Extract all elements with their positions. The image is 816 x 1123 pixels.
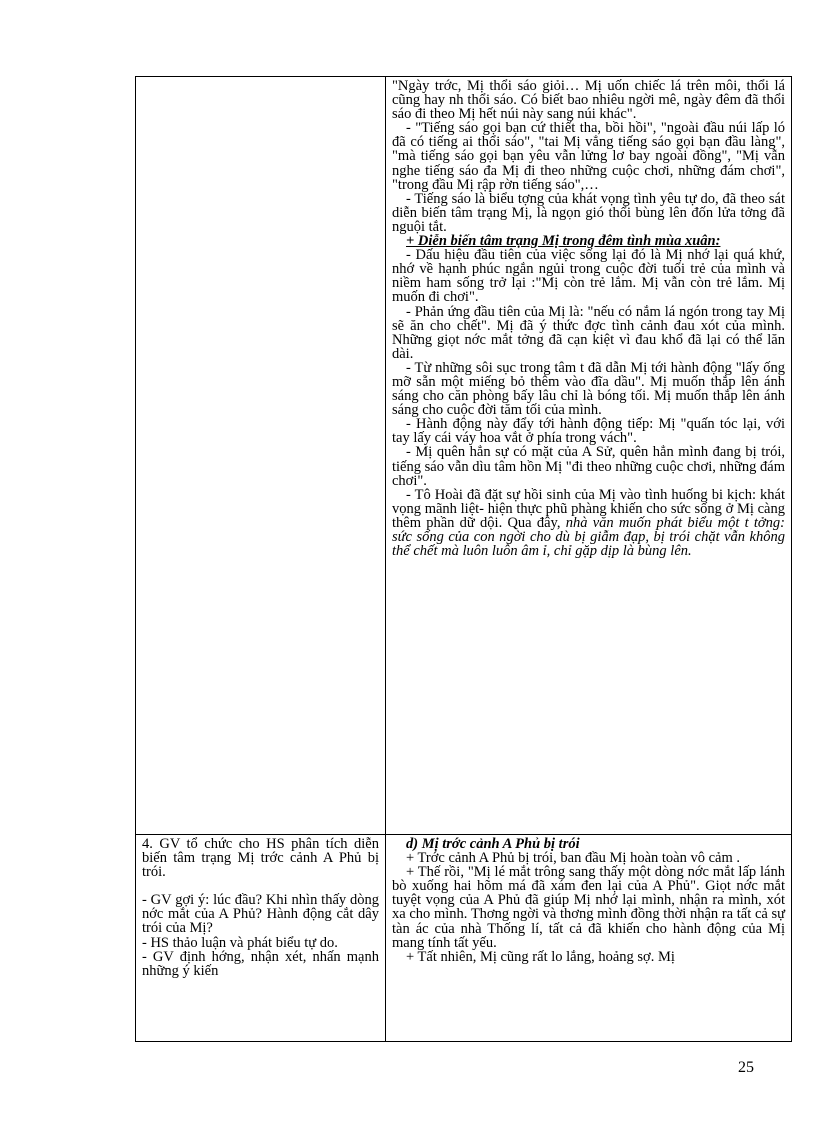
paragraph: - Mị quên hẳn sự có mặt của A Sử, quên hẳn mình đang bị trói, tiếng sáo vẫn dìu tâm hồn Mị "đi theo những cuộc chơi, những đám chơi". (392, 444, 785, 489)
section-heading: d) Mị trớc cảnh A Phủ bị trói (406, 836, 580, 852)
content-cell (386, 77, 792, 835)
paragraph: 4. GV tổ chức cho HS phân tích diễn biến tâm trạng Mị trớc cảnh A Phủ bị trói. (142, 836, 379, 881)
paragraph: + Trớc cảnh A Phủ bị trói, ban đầu Mị hoàn toàn vô cảm . (406, 850, 741, 867)
paragraph: + Tất nhiên, Mị cũng rất lo lắng, hoảng sợ. Mị (406, 948, 675, 965)
table-row (136, 835, 792, 1042)
paragraph: - "Tiếng sáo gọi bạn cứ thiết tha, bồi hồi", "ngoài đầu núi lấp ló đã có tiếng ai thổi sáo", "tai Mị vẳng tiếng sáo gọi bạn đầu làng", "mà tiếng sáo gọi bạn yêu vẫn lửng lơ bay ngoài đồng", "Mị vẫn nghe tiếng sáo đa Mị đi theo những cuộc chơi, những đám chơi", "trong đầu Mị rập rờn tiếng sáo",… (392, 120, 785, 193)
paragraph (392, 488, 785, 558)
paragraph: - HS thảo luận và phát biểu tự do. (142, 934, 338, 951)
paragraph: - Tiếng sáo là biểu tợng của khát vọng tình yêu tự do, đã theo sát diễn biến tâm trạng Mị, là ngọn gió thổi bùng lên đốn lửa tởng đã nguội tắt. (392, 190, 785, 235)
paragraph: "Ngày trớc, Mị thổi sáo giỏi… Mị uốn chiếc lá trên môi, thổi lá cũng hay nh thổi sáo. Có biết bao nhiêu ngời mê, ngày đêm đã thổi sáo đi theo Mị hết núi này sang núi khác". (392, 78, 785, 123)
teacher-activity-cell (136, 77, 386, 835)
paragraph: - GV định hớng, nhận xét, nhấn mạnh những ý kiến (142, 948, 379, 979)
paragraph: + Thế rồi, "Mị lé mắt trông sang thấy một dòng nớc mắt lấp lánh bò xuống hai hõm má đã xám đen lại của A Phủ". Giọt nớc mắt tuyệt vọng của A Phủ đã giúp Mị nhớ lại mình, nhận ra mình, xót xa cho mình. Thơng ngời và thơng mình đồng thời nhận ra tất cả sự tàn ác của nhà Thống lí, tất cả đã khiến cho hành động của Mị mang tính tất yếu. (392, 864, 785, 951)
paragraph: - GV gợi ý: lúc đầu? Khi nhìn thấy dòng nớc mắt của A Phủ? Hành động cắt dây trói của Mị? (142, 892, 379, 937)
paragraph: - Dấu hiệu đầu tiên của việc sống lại đó là Mị nhớ lại quá khứ, nhớ về hạnh phúc ngắn ngủi trong cuộc đời tuổi trẻ của mình và niềm ham sống trở lại :"Mị còn trẻ lắm. Mị vẫn còn trẻ lắm. Mị muốn đi chơi". (392, 247, 785, 306)
page-number: 25 (738, 1059, 754, 1076)
paragraph: - Từ những sôi sục trong tâm t đã dẫn Mị tới hành động "lấy ống mỡ sẵn một miếng bỏ thêm vào đĩa dầu". Mị muốn thắp lên ánh sáng cho căn phòng bấy lâu chỉ là bóng tối. Mị muốn thắp lên ánh sáng cho cuộc đời tăm tối của mình. (392, 359, 785, 419)
paragraph-text: - Tô Hoài đã đặt sự hồi sinh của Mị vào tình huống bi kịch: khát vọng mãnh liệt- hiện thực phũ phàng khiến cho sức sống ở Mị càng thêm phần dữ dội. Qua đây, (392, 486, 785, 531)
content-cell (386, 835, 792, 1042)
table-row (136, 77, 792, 835)
lesson-plan-table (135, 76, 792, 1042)
paragraph: - Phản ứng đầu tiên của Mị là: "nếu có nắm lá ngón trong tay Mị sẽ ăn cho chết". Mị đã ý thức đợc tình cảnh đau xót của mình. Những giọt nớc mắt tởng đã cạn kiệt vì đau khổ đã lại có thể lăn dài. (392, 303, 785, 362)
paragraph-italic-text: nhà văn muốn phát biểu một t tởng: sức sống của con ngời cho dù bị giẫm đạp, bị trói chặt vẫn không thể chết mà luôn luôn âm ỉ, chỉ gặp dịp là bùng lên. (392, 514, 785, 560)
section-heading: + Diễn biến tâm trạng Mị trong đêm tình mùa xuân: (406, 233, 721, 250)
paragraph: - Hành động này đẩy tới hành động tiếp: Mị "quấn tóc lại, với tay lấy cái váy hoa vắt ở phía trong vách". (392, 416, 785, 447)
teacher-activity-cell (136, 835, 386, 1042)
